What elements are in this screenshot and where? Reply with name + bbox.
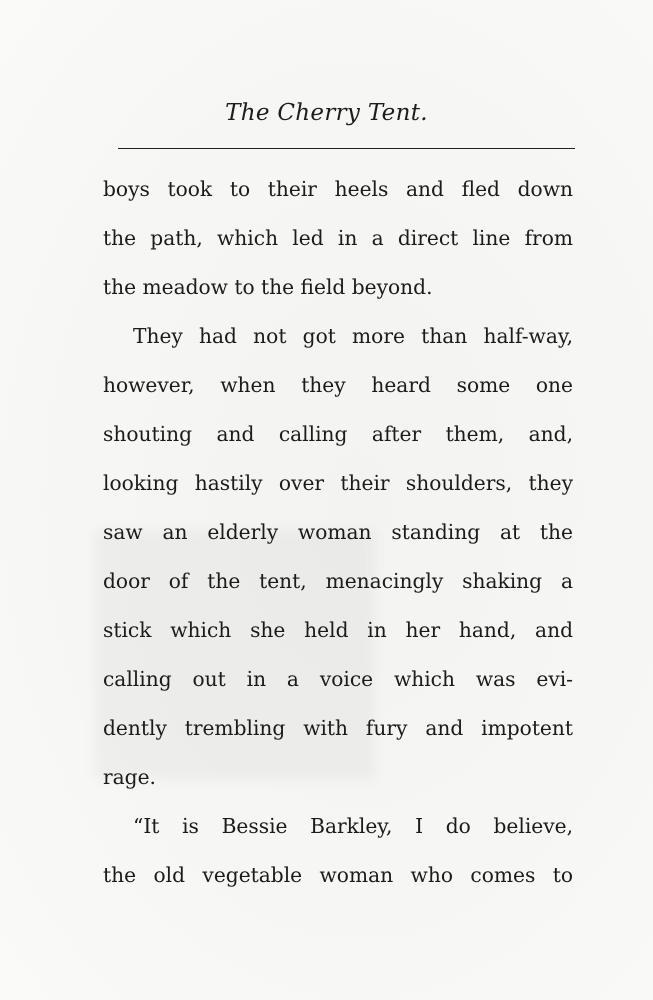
text-line: looking hastily over their shoulders, they [103, 471, 573, 495]
text-line: boys took to their heels and fled down [103, 177, 573, 201]
text-line: saw an elderly woman standing at the [103, 520, 573, 544]
text-line: “It is Bessie Barkley, I do believe, [133, 814, 573, 838]
text-line: They had not got more than half-way, [133, 324, 573, 348]
text-line: calling out in a voice which was evi- [103, 667, 573, 691]
text-line: stick which she held in her hand, and [103, 618, 573, 642]
text-line: dently trembling with fury and impotent [103, 716, 573, 740]
text-line: the path, which led in a direct line from [103, 226, 573, 250]
text-line: however, when they heard some one [103, 373, 573, 397]
text-line: door of the tent, menacingly shaking a [103, 569, 573, 593]
body-text [103, 165, 573, 900]
header-rule [118, 148, 575, 149]
text-line: the meadow to the field beyond. [103, 275, 433, 299]
running-header: The Cherry Tent. [225, 100, 428, 126]
text-line: shouting and calling after them, and, [103, 422, 573, 446]
text-line: rage. [103, 765, 156, 789]
text-line: the old vegetable woman who comes to [103, 863, 573, 887]
